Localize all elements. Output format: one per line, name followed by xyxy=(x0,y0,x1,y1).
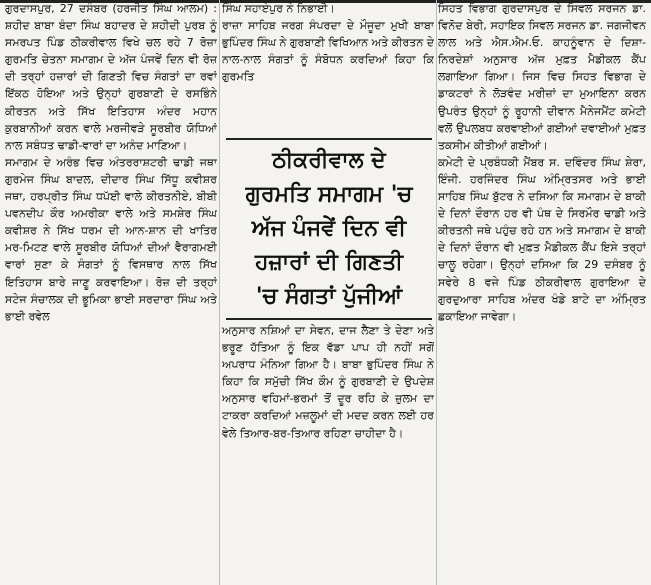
column-divider xyxy=(219,0,220,585)
article-column-left: ਗੁਰਦਾਸਪੁਰ, 27 ਦਸੰਬਰ (ਹਰਜੀਤ ਸਿੰਘ ਆਲਮ) : ਸ਼ਹੀਦ ਬਾਬਾ ਬੰਦਾ ਸਿੰਘ ਬਹਾਦਰ ਦੇ ਸ਼ਹੀਦੀ ਪੁਰਬ ਨੂੰ ਸਮਰਪਤ ਪਿੰਡ ਠੀਕਰੀਵਾਲ ਵਿਖੇ ਚਲ ਰਹੇ 7 ਰੋਜ਼ਾ ਗੁਰਮਤਿ ਚੇਤਨਾ ਸਮਾਗਮ ਦੇ ਅੱਜ ਪੰਜਵੇਂ ਦਿਨ ਵੀ ਰੋਜ਼ ਦੀ ਤਰ੍ਹਾਂ ਹਜ਼ਾਰਾਂ ਦੀ ਗਿਣਤੀ ਵਿਚ ਸੰਗਤਾਂ ਦਾ ਰਵਾਂ ਇੱਕਠ ਹੋਇਆ ਅਤੇ ਉਨ੍ਹਾਂ ਗੁਰਬਾਣੀ ਦੇ ਰਸਭਿੰਨੇ ਕੀਰਤਨ ਅਤੇ ਸਿੱਖ ਇਤਿਹਾਸ ਅੰਦਰ ਮਹਾਨ ਕੁਰਬਾਨੀਆਂ ਕਰਨ ਵਾਲੇ ਮਰਜੀਵੜੇ ਸੂਰਬੀਰ ਯੋਧਿਆਂ ਨਾਲ ਸਬੰਧਤ ਢਾਡੀ-ਵਾਰਾਂ ਦਾ ਅਨੰਦ ਮਾਣਿਆ। ਸਮਾਗਮ ਦੇ ਅਰੰਭ ਵਿਚ ਅੰਤਰਰਾਸ਼ਟਰੀ ਢਾਡੀ ਜਥਾ ਗੁਰਮੇਜ ਸਿੰਘ ਬਾਦਲ, ਦੀਦਾਰ ਸਿੰਘ ਸਿੱਧੂ ਕਵੀਸ਼ਰ ਜਥਾ, ਹਰਪ੍ਰੀਤ ਸਿੰਘ ਧਪੱਈ ਵਾਲੇ ਕੀਰਤਨੀਏ, ਬੀਬੀ ਪਵਨਦੀਪ ਕੌਰ ਅਮਰੀਕਾ ਵਾਲੇ ਅਤੇ ਸਮਸ਼ੇਰ ਸਿੰਘ ਕਵੀਸ਼ਰ ਨੇ ਸਿੱਖ ਧਰਮ ਦੀ ਆਨ-ਸ਼ਾਨ ਦੀ ਖਾਤਿਰ ਮਰ-ਮਿਟਣ ਵਾਲੇ ਸੂਰਬੀਰ ਯੋਧਿਆਂ ਦੀਆਂ ਵੈਰਾਗਮਈ ਵਾਰਾਂ ਸੁਣਾ ਕੇ ਸੰਗਤਾਂ ਨੂੰ ਵਿਸਥਾਰ ਨਾਲ ਸਿੱਖ ਇਤਿਹਾਸ ਬਾਰੇ ਜਾਣੂ ਕਰਵਾਇਆ। ਰੋਜ਼ ਦੀ ਤਰ੍ਹਾਂ ਸਟੇਜ ਸੰਚਾਲਕ ਦੀ ਭੂਮਿਕਾ ਭਾਈ ਸਰਦਾਰਾ ਸਿੰਘ ਅਤੇ ਭਾਈ ਰਵੇਲ xyxy=(5,2,217,323)
article-column-right: ਸਿਹਤ ਵਿਭਾਗ ਗੁਰਦਾਸਪੁਰ ਦੇ ਸਿਵਲ ਸਰਜਨ ਡਾ. ਵਿਨੋਦ ਬੇਰੀ, ਸਹਾਇਕ ਸਿਵਲ ਸਰਜਨ ਡਾ. ਜਗਜੀਵਨ ਲਾਲ ਅਤੇ ਐਸ.ਐਮ.ਓ. ਕਾਹਨੂੰਵਾਨ ਦੇ ਦਿਸ਼ਾ-ਨਿਰਦੇਸ਼ਾਂ ਅਨੁਸਾਰ ਅੱਜ ਮੁਫ਼ਤ ਮੈਡੀਕਲ ਕੈਂਪ ਲਗਾਇਆ ਗਿਆ। ਜਿਸ ਵਿਚ ਸਿਹਤ ਵਿਭਾਗ ਦੇ ਡਾਕਟਰਾਂ ਨੇ ਲੋੜਵੰਦ ਮਰੀਜ਼ਾਂ ਦਾ ਮੁਆਇਨਾ ਕਰਨ ਉਪਰੰਤ ਉਨ੍ਹਾਂ ਨੂੰ ਰੂਹਾਨੀ ਦੀਵਾਨ ਮੈਨੇਜਮੈਂਟ ਕਮੇਟੀ ਵਲੋਂ ਉਪਲਬਧ ਕਰਵਾਈਆਂ ਗਈਆਂ ਦਵਾਈਆਂ ਮੁਫ਼ਤ ਤਕਸੀਮ ਕੀਤੀਆਂ ਗਈਆਂ। ਕਮੇਟੀ ਦੇ ਪ੍ਰਬੰਧਕੀ ਮੈਂਬਰ ਸ. ਦਵਿੰਦਰ ਸਿੰਘ ਸ਼ੇਰਾ, ਇੰਜੀ. ਹਰਜਿੰਦਰ ਸਿੰਘ ਅੰਮ੍ਰਿਤਸਰ ਅਤੇ ਭਾਈ ਸਾਹਿਬ ਸਿੰਘ ਬੁੱਟਰ ਨੇ ਦਸਿਆ ਕਿ ਸਮਾਗਮ ਦੇ ਬਾਕੀ ਦੇ ਦਿਨਾਂ ਦੌਰਾਨ ਹਰ ਵੀ ਪੰਥ ਦੇ ਸਿਰਮੌਰ ਢਾਡੀ ਅਤੇ ਕੀਰਤਨੀ ਜਥੇ ਪਹੁੰਚ ਰਹੇ ਹਨ ਅਤੇ ਸਮਾਗਮ ਦੇ ਬਾਕੀ ਦੇ ਦਿਨਾਂ ਦੌਰਾਨ ਵੀ ਮੁਫ਼ਤ ਮੈਡੀਕਲ ਕੈਂਪ ਇਸੇ ਤਰ੍ਹਾਂ ਚਾਲੂ ਰਹੇਗਾ। ਉਨ੍ਹਾਂ ਦਸਿਆ ਕਿ 29 ਦਸੰਬਰ ਨੂੰ ਸਵੇਰੇ 8 ਵਜੇ ਪਿੰਡ ਠੀਕਰੀਵਾਲ ਗੁਰਾਇਆ ਦੇ ਗੁਰਦੁਆਰਾ ਸਾਹਿਬ ਅੰਦਰ ਖੰਡੇ ਬਾਟੇ ਦਾ ਅੰਮ੍ਰਿਤ ਛਕਾਇਆ ਜਾਵੇਗਾ। xyxy=(438,2,646,323)
article-column-middle-top: ਸਿੰਘ ਸਹਾਏਪੁਰ ਨੇ ਨਿਭਾਈ। ਰਾਜ਼ਾ ਸਾਹਿਬ ਜਰਗ ਸੰਪਰਦਾ ਦੇ ਮੌਜੂਦਾ ਮੁਖੀ ਬਾਬਾ ਭੁਪਿੰਦਰ ਸਿੰਘ ਨੇ ਗੁਰਬਾਣੀ ਵਿਖਿਆਨ ਅਤੇ ਕੀਰਤਨ ਦੇ ਨਾਲ-ਨਾਲ ਸੰਗਤਾਂ ਨੂੰ ਸੰਬੋਧਨ ਕਰਦਿਆਂ ਕਿਹਾ ਕਿ ਗੁਰਮਤਿ xyxy=(222,2,434,84)
article-column-middle-bottom: ਅਨੁਸਾਰ ਨਸ਼ਿਆਂ ਦਾ ਸੇਵਨ, ਦਾਜ ਲੈਣਾ ਤੇ ਦੇਣਾ ਅਤੇ ਭਰੂਣ ਹੱਤਿਆ ਨੂੰ ਇਕ ਵੱਡਾ ਪਾਪ ਹੀ ਨਹੀਂ ਸਗੋਂ ਅਪਰਾਧ ਮੰਨਿਆ ਗਿਆ ਹੈ। ਬਾਬਾ ਭੁਪਿੰਦਰ ਸਿੰਘ ਨੇ ਕਿਹਾ ਕਿ ਸਮੁੱਚੀ ਸਿੱਖ ਕੌਮ ਨੂੰ ਗੁਰਬਾਣੀ ਦੇ ਉਪਦੇਸ਼ ਅਨੁਸਾਰ ਵਹਿਮਾਂ-ਭਰਮਾਂ ਤੋਂ ਦੂਰ ਰਹਿ ਕੇ ਜ਼ੁਲਮ ਦਾ ਟਾਕਰਾ ਕਰਦਿਆਂ ਮਜ਼ਲੂਮਾਂ ਦੀ ਮਦਦ ਕਰਨ ਲਈ ਹਰ ਵੇਲੇ ਤਿਆਰ-ਬਰ-ਤਿਆਰ ਰਹਿਣਾ ਚਾਹੀਦਾ ਹੈ। xyxy=(222,324,434,440)
headline-box xyxy=(226,138,432,320)
column-divider xyxy=(436,0,437,585)
headline: ਠੀਕਰੀਵਾਲ ਦੇ ਗੁਰਮਤਿ ਸਮਾਗਮ 'ਚ ਅੱਜ ਪੰਜਵੇਂ ਦਿਨ ਵੀ ਹਜ਼ਾਰਾਂ ਦੀ ਗਿਣਤੀ 'ਚ ਸੰਗਤਾਂ ਪੁੱਜੀਆਂ xyxy=(245,148,413,309)
